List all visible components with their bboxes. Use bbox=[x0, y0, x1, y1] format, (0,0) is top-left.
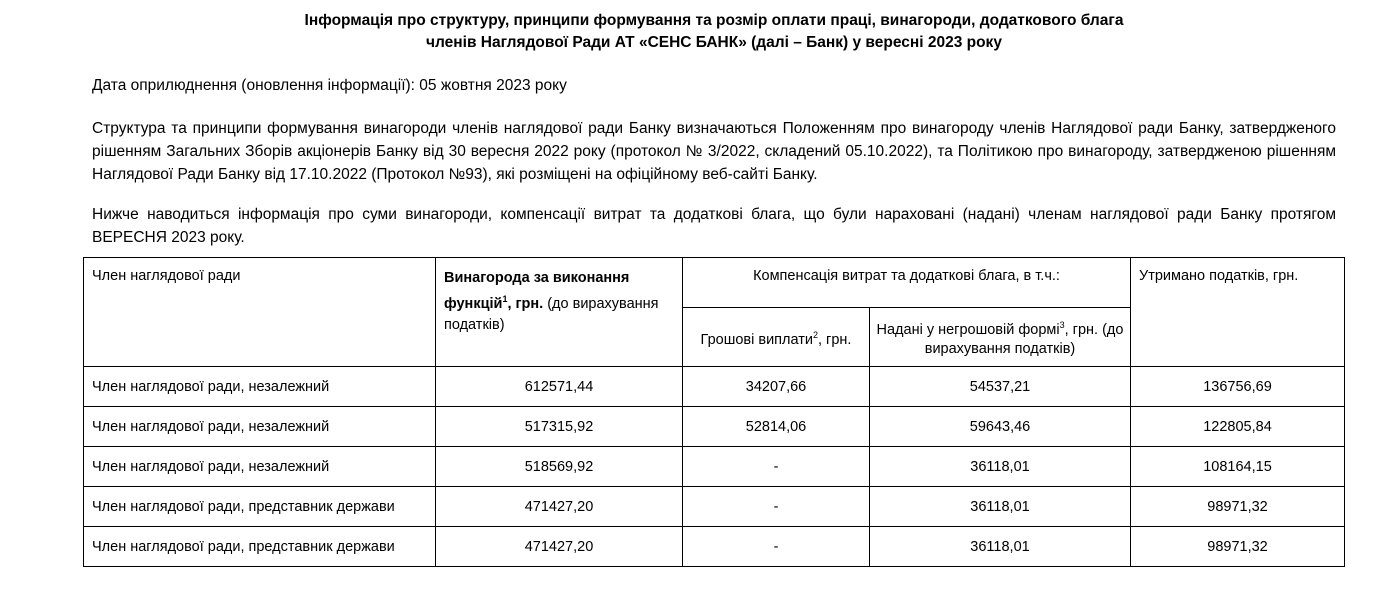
cell-noncash: 36118,01 bbox=[870, 447, 1131, 487]
table-row bbox=[84, 527, 1345, 567]
cell-noncash: 54537,21 bbox=[870, 367, 1131, 407]
cell-tax: 108164,15 bbox=[1131, 447, 1345, 487]
cell-tax: 136756,69 bbox=[1131, 367, 1345, 407]
table-row bbox=[84, 367, 1345, 407]
header-reward-suffix: , грн. bbox=[507, 295, 544, 312]
document-title bbox=[0, 10, 1373, 54]
header-noncash-label: Надані у негрошовій формі bbox=[876, 321, 1060, 338]
header-row bbox=[84, 258, 1345, 308]
cell-tax: 122805,84 bbox=[1131, 407, 1345, 447]
header-cash-footnote: 2 bbox=[812, 329, 818, 340]
header-noncash bbox=[870, 308, 1131, 367]
cell-tax: 98971,32 bbox=[1131, 527, 1345, 567]
structure-paragraph: Структура та принципи формування винагороди членів наглядової ради Банку визначаються Положенням про винагороду членів Наглядової ради Банку, затвердженого рішенням Загальних Зборів акціонерів Банку від 30 вересня 2022 року (протокол № 3/2022, складений 05.10.2022), та Політикою про винагороду, затвердженою рішенням Наглядової Ради Банку від 17.10.2022 (Протокол №93), які розміщені на офіційному веб-сайті Банку. bbox=[92, 120, 1336, 183]
header-reward bbox=[436, 258, 683, 367]
remuneration-table bbox=[83, 257, 1345, 567]
cell-cash: - bbox=[683, 487, 870, 527]
header-cash-suffix: , грн. bbox=[817, 331, 852, 348]
header-reward-footnote: 1 bbox=[502, 294, 508, 304]
cell-tax: 98971,32 bbox=[1131, 487, 1345, 527]
cell-member: Член наглядової ради, незалежний bbox=[84, 447, 436, 487]
cell-cash: - bbox=[683, 527, 870, 567]
header-reward-note: (до вирахування податків) bbox=[444, 295, 659, 333]
cell-reward: 612571,44 bbox=[436, 367, 683, 407]
cell-noncash: 59643,46 bbox=[870, 407, 1131, 447]
header-cash-label: Грошові виплати bbox=[700, 331, 813, 348]
cell-reward: 518569,92 bbox=[436, 447, 683, 487]
cell-cash: - bbox=[683, 447, 870, 487]
cell-cash: 52814,06 bbox=[683, 407, 870, 447]
header-noncash-suffix: , грн. (до вирахування податків) bbox=[924, 321, 1124, 358]
cell-reward: 471427,20 bbox=[436, 487, 683, 527]
intro-paragraph: Нижче наводиться інформація про суми винагороди, компенсації витрат та додаткові блага, що були нараховані (надані) членам наглядової ради Банку протягом ВЕРЕСНЯ 2023 року. bbox=[92, 206, 1336, 246]
table-row bbox=[84, 447, 1345, 487]
publication-date: Дата оприлюднення (оновлення інформації): 05 жовтня 2023 року bbox=[92, 77, 567, 94]
cell-noncash: 36118,01 bbox=[870, 487, 1131, 527]
cell-member: Член наглядової ради, незалежний bbox=[84, 367, 436, 407]
header-reward-bold: Винагорода за виконання функцій bbox=[444, 270, 630, 312]
header-member: Член наглядової ради bbox=[84, 258, 436, 367]
cell-noncash: 36118,01 bbox=[870, 527, 1131, 567]
cell-member: Член наглядової ради, представник держави bbox=[84, 487, 436, 527]
cell-member: Член наглядової ради, незалежний bbox=[84, 407, 436, 447]
table-row bbox=[84, 487, 1345, 527]
cell-cash: 34207,66 bbox=[683, 367, 870, 407]
header-compensation: Компенсація витрат та додаткові блага, в т.ч.: bbox=[683, 258, 1131, 308]
header-tax: Утримано податків, грн. bbox=[1131, 258, 1345, 367]
table-row bbox=[84, 407, 1345, 447]
header-noncash-footnote: 3 bbox=[1059, 319, 1065, 330]
title-line-1: Інформація про структуру, принципи формування та розмір оплати праці, винагороди, додаткового блага bbox=[304, 12, 1124, 29]
title-line-2: членів Наглядової Ради АТ «СЕНС БАНК» (далі – Банк) у вересні 2023 року bbox=[426, 34, 1002, 51]
cell-member: Член наглядової ради, представник держави bbox=[84, 527, 436, 567]
cell-reward: 471427,20 bbox=[436, 527, 683, 567]
header-cash bbox=[683, 308, 870, 367]
cell-reward: 517315,92 bbox=[436, 407, 683, 447]
